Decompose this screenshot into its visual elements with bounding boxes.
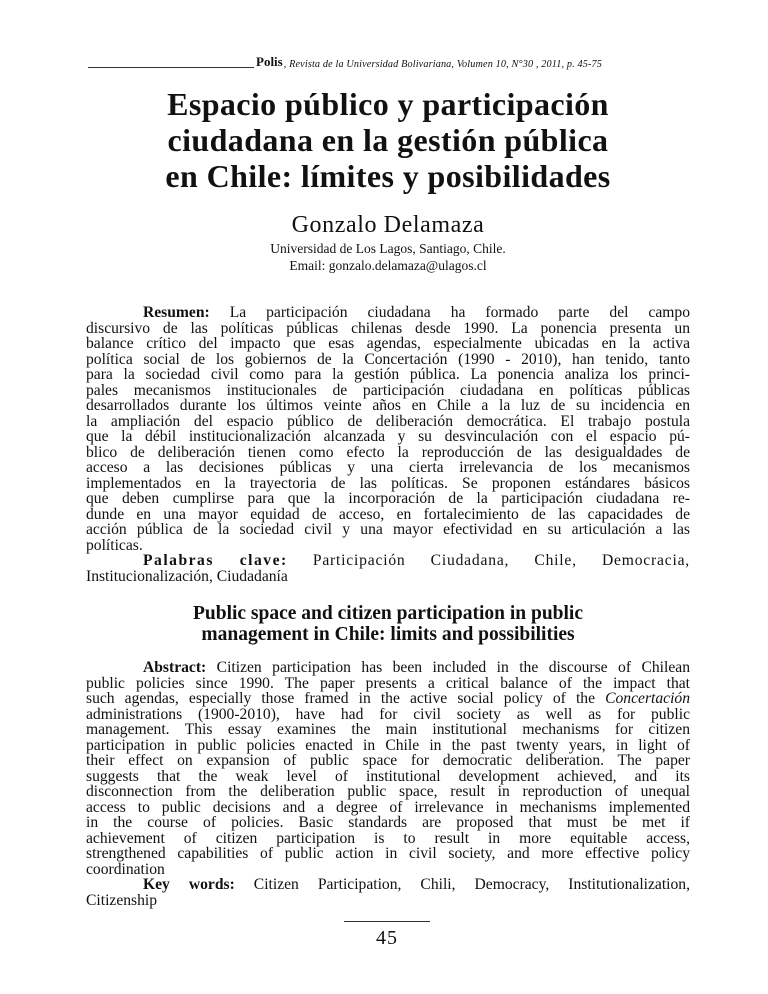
keywords-line: Citizenship: [86, 891, 158, 909]
text-line: acción pública de la sociedad civil y una mayor efectividad en su articulación a las: [86, 521, 690, 538]
author-name: Gonzalo Delamaza: [291, 212, 485, 238]
text-line: la ampliación del espacio público de deliberación democrática. El trabajo postula: [86, 412, 690, 430]
keywords-label: Key words:: [143, 876, 235, 893]
page-number: 45: [376, 927, 398, 949]
resumen-label: Resumen:: [143, 304, 210, 321]
article-title: [86, 86, 690, 194]
english-title: [86, 603, 690, 645]
text: such agendas, especially those framed in the active social policy of the: [86, 690, 606, 707]
text: La participación ciudadana ha formado parte del campo: [209, 304, 690, 321]
text-line: access to public decisions and a degree of irrelevance in mechanisms implemented: [86, 798, 690, 816]
text-line: suggests that the weak level of institutional development achieved, and its: [86, 767, 690, 785]
text-line: pales mecanismos institucionales de participación ciudadana en políticas públicas: [86, 381, 690, 399]
text-line: políticas.: [86, 536, 143, 554]
text-line: [86, 305, 690, 321]
text-line: blico de deliberación tienen como efecto la reproducción de las desigualdades de: [86, 443, 690, 461]
text-line: desarrollados durante los últimos veinte años en Chile a la luz de su incidencia en: [86, 397, 690, 414]
title-line: Public space and citizen participation in public: [192, 603, 584, 624]
keywords-line: Institucionalización, Ciudadanía: [86, 567, 288, 585]
text-line: management. This essay examines the main institutional mechanisms for citizen: [86, 721, 690, 738]
email: Email: gonzalo.delamaza@ulagos.cl: [289, 258, 487, 273]
running-header: [88, 56, 690, 70]
title-line: management in Chile: limits and possibilities: [201, 624, 575, 645]
text-line: disconnection from the deliberation public space, result in reproduction of unequal: [86, 783, 690, 800]
keywords-label: Palabras clave:: [143, 552, 288, 569]
keywords-line: [86, 553, 690, 569]
text-line: strengthened capabilities of public action in civil society, and more effective policy: [86, 845, 690, 862]
abstract-paragraph: [86, 660, 690, 908]
text-line: [86, 660, 690, 676]
text-line: que la débil institucionalización alcanzada y su desvinculación con el espacio pú-: [86, 428, 690, 445]
text-line: administrations (1900-2010), have had for civil society as well as for public: [86, 705, 690, 723]
text-line: achievement of citizen participation is to result in more equitable access,: [86, 829, 690, 847]
affiliation-block: [86, 240, 690, 274]
affiliation: Universidad de Los Lagos, Santiago, Chile.: [270, 241, 506, 256]
text-line: acceso a las decisiones públicas y una cierta irrelevancia de los mecanismos: [86, 459, 690, 476]
text-line: balance crítico del impacto que esas agendas, especialmente ubicadas en la activa: [86, 335, 690, 352]
text-line: [86, 691, 690, 707]
resumen-paragraph: [86, 305, 690, 584]
italic-term: Concertación: [605, 690, 690, 707]
journal-name: Polis: [256, 54, 283, 69]
keywords: Participación Ciudadana, Chile, Democracia,: [287, 552, 691, 569]
keywords-line: [86, 877, 690, 893]
text: Citizen participation has been included in the discourse of Chilean: [206, 659, 690, 676]
text-line: que deben cumplirse para que la incorporación de la participación ciudadana re-: [86, 490, 690, 507]
abstract-label: Abstract:: [143, 659, 207, 676]
title-line: en Chile: límites y posibilidades: [165, 158, 611, 194]
title-line: ciudadana en la gestión pública: [167, 122, 609, 158]
text-line: dunde en una mayor equidad de acceso, en fortalecimiento de las capacidades de: [86, 505, 690, 523]
title-line: Espacio público y participación: [167, 86, 609, 122]
text-line: coordination: [86, 860, 165, 878]
journal-citation: , Revista de la Universidad Bolivariana, Volumen 10, N°30 , 2011, p. 45-75: [283, 59, 603, 70]
text-line: participation in public policies enacted in Chile in the past twenty years, in light of: [86, 736, 690, 754]
text-line: in the course of policies. Basic standards are proposed that must be met if: [86, 814, 690, 831]
text-line: public policies since 1990. The paper presents a critical balance of the impact that: [86, 674, 690, 692]
page-number-rule: [344, 921, 430, 922]
text-line: discursivo de las políticas públicas chilenas desde 1990. La ponencia presenta un: [86, 319, 690, 337]
text-line: their effect on expansion of public space for democratic deliberation. The paper: [86, 752, 690, 769]
text-line: para la sociedad civil como para la gestión pública. La ponencia analiza los princi-: [86, 366, 690, 383]
text-line: política social de los gobiernos de la Concertación (1990 - 2010), han tenido, tanto: [86, 350, 690, 368]
keywords: Citizen Participation, Chili, Democracy, Institutionalization,: [234, 876, 690, 893]
text-line: implementados en la trayectoria de las políticas. Se proponen estándares básicos: [86, 474, 690, 492]
header-rule: [88, 67, 254, 68]
